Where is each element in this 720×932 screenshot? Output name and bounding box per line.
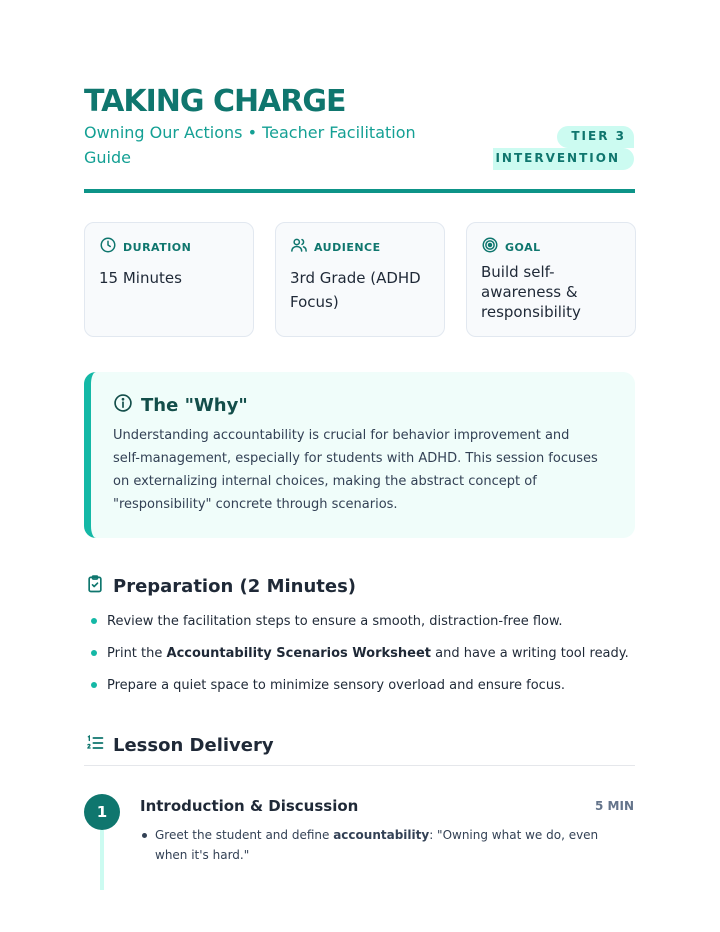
goal-label: GOAL <box>505 240 541 254</box>
page-subtitle: Owning Our Actions • Teacher Facilitation Guide <box>84 123 416 167</box>
section-divider <box>84 765 635 766</box>
bullet-dot <box>142 833 147 838</box>
list-item: Prepare a quiet space to minimize sensory overload and ensure focus. <box>91 676 629 708</box>
info-icon <box>113 393 133 417</box>
list-item: Print the Accountability Scenarios Worksheet and have a writing tool ready. <box>91 644 629 676</box>
why-panel <box>84 372 635 538</box>
users-icon <box>290 236 308 258</box>
lesson-title: Lesson Delivery <box>113 734 274 756</box>
step-bullet: Greet the student and define accountability: "Owning what we do, even when it's hard." <box>140 825 620 865</box>
clipboard-check-icon <box>85 574 105 598</box>
duration-label: DURATION <box>123 240 192 254</box>
bullet-dot <box>91 682 97 688</box>
tier-badge-line2: INTERVENTION <box>493 148 634 170</box>
audience-card <box>275 222 445 337</box>
audience-value: 3rd Grade (ADHD Focus) <box>290 269 421 311</box>
goal-card <box>466 222 636 337</box>
step-title: Introduction & Discussion <box>140 797 359 815</box>
target-icon <box>481 236 499 258</box>
why-title: The "Why" <box>141 394 248 416</box>
numbered-list-icon <box>85 733 105 757</box>
goal-value: Build self-awareness & responsibility <box>481 263 581 321</box>
header-divider <box>84 189 635 193</box>
step-number-badge: 1 <box>84 794 120 830</box>
clock-icon <box>99 236 117 258</box>
preparation-heading <box>85 574 356 598</box>
timeline-line <box>100 830 104 890</box>
lesson-heading <box>85 733 274 757</box>
page-title: TAKING CHARGE <box>84 84 346 119</box>
bullet-dot <box>91 650 97 656</box>
why-body: Understanding accountability is crucial for behavior improvement and self-management, especially for students with ADHD. This session focuses on externalizing internal choices, making the abstract concept of "responsibility" concrete through scenarios. <box>113 428 598 512</box>
audience-label: AUDIENCE <box>314 240 381 254</box>
preparation-title: Preparation (2 Minutes) <box>113 575 357 597</box>
tier-badge-line1: TIER 3 <box>557 126 634 148</box>
list-item: Review the facilitation steps to ensure a smooth, distraction-free flow. <box>91 612 629 644</box>
bullet-dot <box>91 618 97 624</box>
step-duration: 5 MIN <box>595 799 634 813</box>
duration-value: 15 Minutes <box>99 269 182 287</box>
preparation-list <box>91 612 629 708</box>
duration-card <box>84 222 254 337</box>
